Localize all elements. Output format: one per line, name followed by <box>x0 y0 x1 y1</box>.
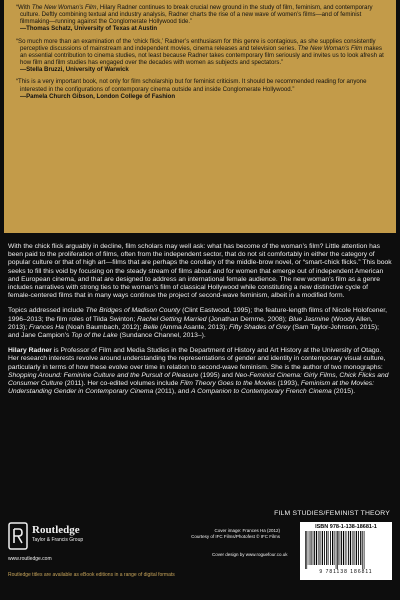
endorsement-attribution: —Thomas Schatz, University of Texas at Austin <box>20 25 158 33</box>
barcode-bar <box>352 531 353 565</box>
book-description <box>8 243 392 403</box>
barcode-bar <box>310 531 311 565</box>
barcode-bar <box>328 531 329 565</box>
description-paragraph: With the chick flick arguably in decline, film scholars may well ask: what has become of the woman’s film? Little attention has been paid to the proliferation of films, often from the independent sector, that do not sit comfortably in either the category of popular culture or that of high art—films that are perhaps the corollary of the middle-brow novel, or “smart-chick flicks.” This book seeks to fill this void by focusing on the steady stream of films about and for women that emerge out of independent American and European cinema, and that are designed to address an international female audience. The new woman’s film as a genre includes narratives with strong ties to the woman’s film of classical Hollywood while constituting a new distinctive cycle of female-centered films that in many ways continue the project of second-wave feminism, albeit in a modified form. <box>8 243 392 300</box>
barcode-bar <box>314 531 315 565</box>
barcode-bar <box>345 531 346 565</box>
barcode-bar <box>341 531 342 565</box>
subject-category: FILM STUDIES/FEMINIST THEORY <box>274 510 390 517</box>
barcode-bar <box>330 531 331 565</box>
routledge-logo-icon <box>8 522 28 550</box>
publisher-subtitle: Taylor & Francis Group <box>32 537 84 543</box>
endorsement-attribution: —Pamela Church Gibson, London College of Fashion <box>20 92 176 100</box>
cover-design-credit: Cover design by www.roguefour.co.uk <box>212 552 288 557</box>
endorsement-attribution: —Stella Bruzzi, University of Warwick <box>20 66 129 74</box>
barcode-bar <box>348 531 349 565</box>
barcode-bar <box>347 531 348 565</box>
barcode-bar <box>316 531 317 565</box>
barcode-bar <box>358 531 359 565</box>
barcode-bar <box>326 531 327 565</box>
barcode-bar <box>334 531 335 565</box>
barcode-bar <box>354 531 355 565</box>
barcode-bar <box>360 531 361 565</box>
barcode-bar <box>320 531 321 565</box>
endorsements-panel <box>4 0 396 233</box>
barcode-bar <box>332 531 333 565</box>
barcode-bar <box>305 531 306 569</box>
barcode-bar <box>337 531 338 569</box>
barcode-bar <box>324 531 325 565</box>
barcode-bar <box>362 531 363 569</box>
endorsement-quote: “So much more than an examination of the ‘chick flick,’ Radner’s enthusiasm for this genre is contagious, as she supplies consistently perceptive discussions of mainstream and independent movies, cinema releases and television series. The New Woman’s Film makes an essential contribution to cinema studies, not least because Radner takes contemporary film seriously and invites us to look afresh at how film and film studies has engaged over the decades with women as subjects and spectators.” —Stella Bruzzi, University of Warwick <box>12 38 388 74</box>
barcode-bar <box>356 531 357 565</box>
barcode-bar <box>364 531 365 569</box>
cover-credits: Cover image: Frances Ha (2012) Courtesy of IFC Films/Photofest © IFC Films <box>191 528 280 539</box>
barcode-bar <box>306 531 307 569</box>
barcode-bar <box>322 531 323 565</box>
topics-paragraph: Topics addressed include The Bridges of Madison County (Clint Eastwood, 1995); the feature-length films of Nicole Holofcener, 1996–2013; the film roles of Tilda Swinton; Rachel Getting Married (Jonathan Demme, 2008); Blue Jasmine (Woody Allen, 2013); Frances Ha (Noah Baumbach, 2012); Belle (Amma Asante, 2013); Fifty Shades of Grey (Sam Taylor-Johnson, 2015); and Jane Campion’s Top of the Lake (Sundance Channel, 2013–). <box>8 307 387 340</box>
barcode-bar <box>339 531 340 565</box>
isbn-barcode <box>300 522 392 580</box>
author-bio-paragraph: Hilary Radner is Professor of Film and Media Studies in the Department of History and Art History at the University of Otago. Her research interests revolve around understanding the representations of gender and identity in contemporary visual culture, particularly in terms of how these evolve over time in relation to second-wave feminism. She is the author of two monographs: Shopping Around: Feminine Culture and the Pursuit of Pleasure (1995) and Neo-Feminist Cinema: Girly Films, Chick Flicks and Consumer Culture (2011). Her co-edited volumes include Film Theory Goes to the Movies (1993), Feminism at the Movies: Understanding Gender in Contemporary Cinema (2011), and A Companion to Contemporary French Cinema (2015). <box>8 347 389 396</box>
endorsement-quote: “This is a very important book, not only for film scholarship but for feminist criticism. It should be recommended reading for anyone interested in the configurations of contemporary cinema outside and inside Conglomerate Hollywood.” —Pamela Church Gibson, London College of Fashion <box>12 78 388 99</box>
barcode-number: 9 781138 186811 <box>319 569 373 575</box>
publisher-url[interactable]: www.routledge.com <box>8 556 52 562</box>
back-cover-footer <box>0 510 400 600</box>
endorsement-quote: “With The New Woman’s Film, Hilary Radner continues to break crucial new ground in the study of film, feminism, and contemporary culture. Deftly combining textual and industry analysis, Radner charts the rise of a new wave of women’s films—and of feminist filmmaking—running against the Conglomerate Hollywood tide.” —Thomas Schatz, University of Texas at Austin <box>12 4 388 33</box>
barcode-bar <box>318 531 319 565</box>
author-name: Hilary Radner <box>8 347 52 355</box>
publisher-name: Routledge <box>32 524 80 536</box>
barcode-bar <box>308 531 309 565</box>
ebook-note: Routledge titles are available as eBook editions in a range of digital formats <box>8 572 175 578</box>
barcode-bar <box>343 531 344 565</box>
barcode-graphic <box>303 531 389 569</box>
barcode-bar <box>311 531 312 565</box>
barcode-bar <box>350 531 351 565</box>
isbn-label: ISBN 978-1-138-18681-1 <box>315 524 377 530</box>
barcode-bar <box>336 531 337 569</box>
